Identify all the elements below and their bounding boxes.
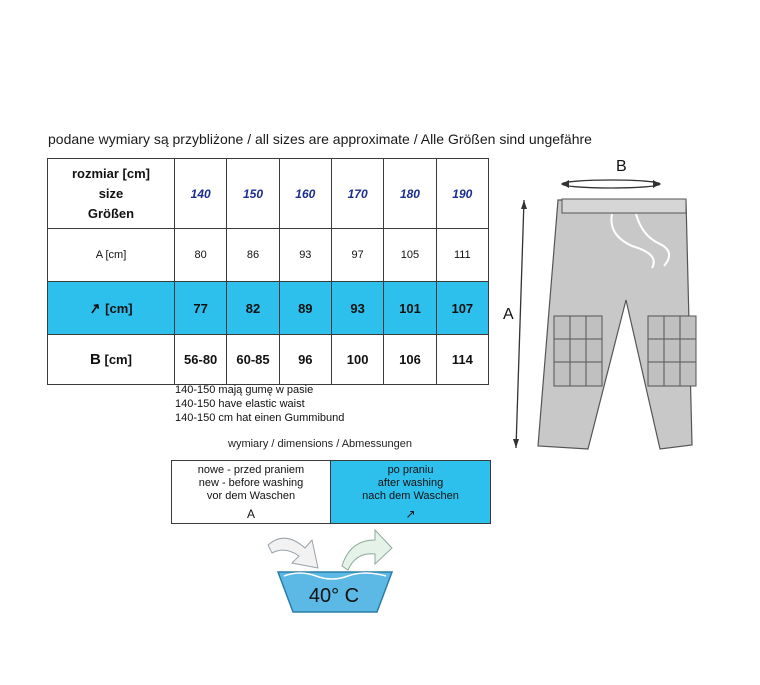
size-cell: 160 — [279, 159, 331, 229]
table-cell: 111 — [436, 229, 488, 282]
arrow-in-icon — [268, 538, 318, 568]
table-cell: 93 — [279, 229, 331, 282]
table-cell: 101 — [384, 282, 436, 335]
note-line: 140-150 mają gumę w pasie — [175, 384, 314, 396]
row-label-letter: B — [90, 351, 101, 368]
header-label-de: Größen — [87, 205, 135, 221]
box-line: po praniu — [387, 464, 434, 476]
knee-pad-left — [554, 316, 602, 386]
note-line: 140-150 have elastic waist — [175, 398, 305, 410]
curved-arrow-icon: ↗ — [88, 298, 103, 317]
pants-illustration — [538, 199, 696, 449]
table-cell: 86 — [227, 229, 279, 282]
table-cell: 96 — [279, 335, 331, 385]
knee-pad-right — [648, 316, 696, 386]
page-caption: podane wymiary są przybliżone / all sizes are approximate / Alle Größen sind ungefähre — [48, 131, 592, 147]
waist-width-arrow — [562, 180, 660, 188]
size-cell: 180 — [384, 159, 436, 229]
header-label-en: size — [98, 185, 124, 201]
wash-temperature: 40° C — [308, 585, 360, 607]
note-line: 140-150 cm hat einen Gummibund — [175, 412, 345, 424]
arrow-out-icon — [342, 530, 392, 570]
length-label: A — [503, 306, 514, 323]
width-label: B — [616, 158, 627, 175]
length-arrow — [516, 200, 524, 448]
row-label-text: [cm] — [105, 300, 133, 316]
box-line: nowe - przed praniem — [197, 464, 305, 476]
box-line: vor dem Waschen — [206, 490, 296, 502]
box-line: new - before washing — [198, 477, 304, 489]
row-label-text: [cm] — [104, 352, 132, 367]
box-line: nach dem Waschen — [362, 490, 459, 502]
box-line: after washing — [377, 477, 444, 489]
size-cell: 140 — [175, 159, 227, 229]
curved-arrow-icon: ↗ — [405, 507, 416, 521]
size-cell: 190 — [436, 159, 488, 229]
table-cell: 89 — [279, 282, 331, 335]
dimensions-title: wymiary / dimensions / Abmessungen — [228, 438, 413, 450]
table-cell: 107 — [436, 282, 488, 335]
table-cell: 114 — [436, 335, 488, 385]
table-cell: 77 — [175, 282, 227, 335]
size-cell: 150 — [227, 159, 279, 229]
table-cell: 105 — [384, 229, 436, 282]
header-label-pl: rozmiar [cm] — [71, 165, 151, 181]
box-marker: A — [246, 507, 255, 521]
size-cell: 170 — [331, 159, 383, 229]
table-cell: 100 — [331, 335, 383, 385]
table-cell: 106 — [384, 335, 436, 385]
table-cell: 56-80 — [175, 335, 227, 385]
table-cell: 93 — [331, 282, 383, 335]
table-cell: 82 — [227, 282, 279, 335]
table-cell: 97 — [331, 229, 383, 282]
row-label-a: A [cm] — [48, 229, 175, 282]
table-cell: 80 — [175, 229, 227, 282]
table-cell: 60-85 — [227, 335, 279, 385]
